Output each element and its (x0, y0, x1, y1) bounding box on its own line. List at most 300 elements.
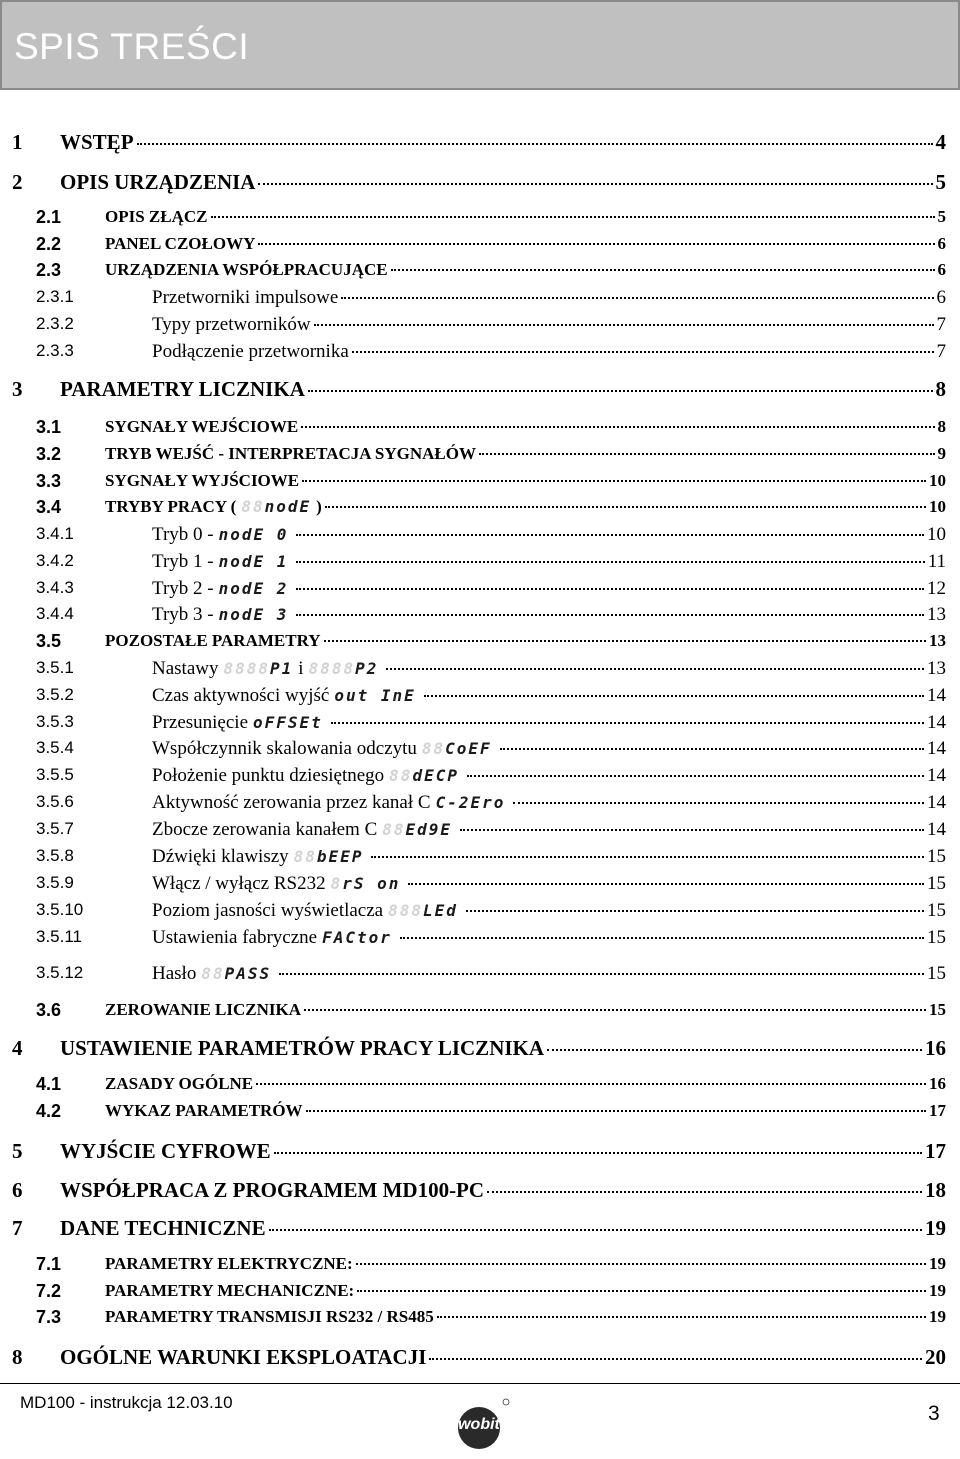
toc-entry-title-text: OPIS URZĄDZENIA (60, 170, 256, 194)
lcd-display-label (221, 661, 295, 677)
toc-entry-title-text: Tryb 2 - (152, 578, 214, 599)
toc-entry-number: 7.3 (36, 1307, 62, 1327)
toc-entry-title-text: PARAMETRY MECHANICZNE: (105, 1281, 355, 1300)
toc-dot-leader (296, 534, 924, 536)
toc-entry-title (152, 604, 293, 626)
lcd-display-label-value: dECP (412, 766, 459, 785)
toc-dot-leader (301, 426, 934, 428)
toc-entry-number: 2.3 (36, 260, 62, 280)
toc-entry-title-text: URZĄDZENIA WSPÓŁPRACUJĄCE (105, 260, 388, 279)
toc-dot-leader (341, 297, 933, 299)
toc-dot-leader (352, 351, 934, 353)
toc-entry-title-text: Hasło (152, 963, 197, 984)
lcd-display-label (387, 768, 461, 784)
toc-entry-page: 14 (927, 765, 946, 786)
toc-entry[interactable] (0, 471, 946, 491)
toc-entry-page: 10 (929, 471, 946, 490)
toc-dot-leader (460, 829, 924, 831)
toc-entry-title (152, 658, 383, 680)
lcd-display-label-value: P1 (270, 659, 294, 678)
toc-entry[interactable] (0, 417, 946, 437)
lcd-display-label-secondary (307, 661, 381, 677)
toc-entry-title (105, 497, 322, 517)
toc-entry-page: 18 (925, 1178, 946, 1202)
toc-entry-title-text: USTAWIENIE PARAMETRÓW PRACY LICZNIKA (60, 1036, 545, 1060)
toc-entry-number: 3.5 (36, 631, 62, 651)
toc-entry-title (152, 341, 349, 363)
toc-entry-number: 3.5.2 (36, 685, 74, 704)
toc-dot-leader (314, 324, 934, 326)
toc-entry-title (105, 1254, 353, 1274)
toc-entry[interactable] (0, 524, 946, 546)
lcd-display-label-value: CoEF (445, 739, 492, 758)
lcd-display-label-value: FACtor (322, 928, 392, 947)
lcd-display-label (239, 499, 313, 515)
toc-entry-number: 3.5.3 (36, 712, 74, 731)
toc-entry-number: 2.3.2 (36, 314, 74, 333)
toc-entry[interactable] (0, 377, 946, 402)
toc-entry[interactable] (0, 130, 946, 155)
toc-entry-title (152, 765, 464, 787)
toc-entry[interactable] (0, 927, 946, 949)
toc-entry-number: 7 (12, 1216, 23, 1240)
toc-dot-leader (487, 1191, 922, 1193)
lcd-display-label-ghost-digits: 88 (201, 964, 225, 983)
toc-entry[interactable] (0, 1074, 946, 1094)
toc-entry-title (105, 1000, 301, 1020)
toc-dot-leader (296, 588, 924, 590)
toc-entry-title (152, 963, 276, 985)
toc-dot-leader (513, 802, 924, 804)
toc-entry-page: 20 (925, 1345, 946, 1369)
lcd-display-label-ghost-digits: 88 (421, 739, 446, 758)
toc-dot-leader (500, 748, 924, 750)
toc-entry-title (60, 1216, 266, 1241)
toc-entry-title-text: SYGNAŁY WEJŚCIOWE (105, 417, 299, 436)
toc-entry-title-text: Tryb 3 - (152, 604, 214, 625)
toc-entry-page: 10 (929, 497, 946, 516)
toc-entry-page: 8 (935, 377, 946, 401)
toc-entry-number: 3.5.5 (36, 765, 74, 784)
toc-entry-title-text: SYGNAŁY WYJŚCIOWE (105, 471, 300, 490)
toc-entry[interactable] (0, 765, 946, 787)
toc-entry-number: 3.5.1 (36, 658, 74, 677)
toc-entry-page: 17 (925, 1139, 946, 1163)
toc-entry-number: 3.5.7 (36, 819, 74, 838)
lcd-display-label (329, 876, 403, 892)
toc-entry[interactable] (0, 658, 946, 680)
lcd-display-label-ghost-digits: 88 (293, 847, 317, 866)
lcd-display-label-ghost-digits: 88 (241, 497, 265, 516)
toc-entry-title (60, 1178, 484, 1203)
lcd-display-label (217, 581, 291, 597)
toc-entry-title (105, 631, 321, 651)
toc-entry[interactable] (0, 1036, 946, 1061)
lcd-display-label-value: Ed9E (405, 820, 453, 839)
toc-entry[interactable] (0, 873, 946, 895)
toc-entry-page: 14 (927, 712, 946, 733)
toc-entry-title-text: Czas aktywności wyjść (152, 685, 330, 706)
lcd-display-label-value: out InE (334, 686, 416, 705)
toc-dot-leader (302, 480, 926, 482)
lcd-display-label (251, 715, 325, 731)
footer-document-label: MD100 - instrukcja 12.03.10 (20, 1393, 233, 1412)
toc-entry-page: 6 (937, 260, 946, 279)
toc-entry-page: 13 (929, 631, 946, 650)
toc-dot-leader (357, 1290, 926, 1292)
toc-dot-leader (325, 506, 926, 508)
toc-entry-title (105, 1307, 434, 1327)
lcd-display-label-ghost-digits: 88 (382, 820, 406, 839)
toc-entry-title (105, 1101, 303, 1121)
toc-dot-leader (269, 1229, 922, 1231)
toc-entry-title (152, 819, 457, 841)
toc-entry-title (152, 900, 463, 922)
toc-entry-number: 7.2 (36, 1281, 62, 1301)
toc-entry-title (105, 1281, 354, 1301)
toc-entry-page: 10 (927, 524, 946, 545)
toc-entry-number: 4.1 (36, 1074, 62, 1094)
page-title: SPIS TREŚCI (14, 26, 250, 67)
toc-entry-page: 14 (927, 685, 946, 706)
toc-entry-number: 6 (12, 1178, 23, 1202)
toc-entry-title-text: Przetworniki impulsowe (152, 287, 339, 308)
lcd-display-label (217, 527, 291, 543)
toc-dot-leader (296, 561, 924, 563)
toc-entry-number: 4 (12, 1036, 23, 1060)
lcd-display-label-secondary-ghost-digits: 8888 (308, 659, 356, 678)
toc-dot-leader (547, 1049, 922, 1051)
toc-entry-title-text: WSPÓŁPRACA Z PROGRAMEM MD100-PC (60, 1178, 485, 1202)
toc-entry-number: 4.2 (36, 1101, 62, 1121)
toc-entry-page: 19 (925, 1216, 946, 1240)
toc-entry-number: 3.4.1 (36, 524, 74, 543)
toc-entry[interactable] (0, 1345, 946, 1370)
toc-entry-title (152, 314, 311, 336)
toc-entry-number: 3 (12, 377, 23, 401)
lcd-display-label-value: nodE 2 (218, 579, 289, 598)
footer-page-number: 3 (928, 1402, 940, 1425)
lcd-display-label-ghost-digits: 888 (388, 901, 424, 920)
toc-dot-leader (479, 453, 935, 455)
toc-entry-title-text: Współczynnik skalowania odczytu (152, 738, 417, 759)
toc-entry[interactable] (0, 792, 946, 814)
toc-entry-title (152, 846, 368, 868)
toc-dot-leader (258, 243, 934, 245)
footer-divider (0, 1383, 960, 1384)
toc-entry-page: 12 (927, 578, 946, 599)
toc-entry-title-conjunction: i (298, 658, 304, 679)
toc-entry-page: 6 (937, 234, 946, 253)
toc-entry-page: 19 (929, 1281, 946, 1300)
toc-dot-leader (391, 269, 935, 271)
toc-entry-number: 8 (12, 1345, 23, 1369)
lcd-display-label (380, 822, 454, 838)
toc-dot-leader (274, 1152, 922, 1154)
logo-text: wobit (458, 1416, 500, 1433)
toc-entry[interactable] (0, 551, 946, 573)
toc-dot-leader (137, 143, 933, 145)
toc-entry-title-text: WYJŚCIE CYFROWE (60, 1139, 271, 1163)
toc-entry[interactable] (0, 1101, 946, 1121)
lcd-display-label-value: PASS (224, 964, 272, 983)
toc-dot-leader (437, 1316, 926, 1318)
toc-dot-leader (308, 390, 933, 392)
toc-entry-page: 14 (927, 792, 946, 813)
toc-entry-title-text: Aktywność zerowania przez kanał C (152, 792, 431, 813)
toc-dot-leader (306, 1110, 926, 1112)
toc-entry-page: 14 (927, 738, 946, 759)
toc-entry-number: 3.5.11 (36, 927, 83, 946)
toc-dot-leader (467, 775, 924, 777)
toc-entry-page: 16 (925, 1036, 946, 1060)
toc-entry[interactable] (0, 497, 946, 517)
toc-dot-leader (296, 614, 924, 616)
toc-entry[interactable] (0, 846, 946, 868)
toc-entry-title-text: PANEL CZOŁOWY (105, 234, 256, 253)
toc-dot-leader (400, 937, 924, 939)
toc-entry-page: 5 (935, 170, 946, 194)
lcd-display-label-secondary-value: P2 (355, 659, 379, 678)
toc-entry-title-text: WYKAZ PARAMETRÓW (105, 1101, 303, 1120)
toc-entry-title (152, 738, 497, 760)
toc-entry-title (105, 471, 299, 491)
toc-dot-leader (408, 883, 924, 885)
toc-entry-number: 3.5.6 (36, 792, 74, 811)
toc-entry-title (60, 1345, 426, 1370)
toc-entry[interactable] (0, 738, 946, 760)
toc-entry-page: 17 (929, 1101, 946, 1120)
toc-entry-page: 16 (929, 1074, 946, 1093)
toc-entry-page: 8 (937, 417, 946, 436)
toc-entry[interactable] (0, 712, 946, 734)
toc-entry-title-text: Dźwięki klawiszy (152, 846, 289, 867)
toc-entry-title (152, 712, 328, 734)
toc-entry[interactable] (0, 1178, 946, 1203)
lcd-display-label-value: C-2Ero (435, 793, 506, 812)
toc-entry-title-text: PARAMETRY TRANSMISJI RS232 / RS485 (105, 1307, 434, 1326)
toc-entry-number: 3.4.4 (36, 604, 74, 623)
toc-entry[interactable] (0, 1307, 946, 1327)
toc-entry[interactable] (0, 1000, 946, 1020)
toc-entry-title (152, 578, 293, 600)
toc-dot-leader (324, 640, 926, 642)
toc-dot-leader (371, 856, 924, 858)
toc-entry-page: 15 (927, 963, 946, 984)
toc-entry-title-text: Tryb 1 - (152, 551, 214, 572)
toc-entry-page: 5 (937, 207, 946, 226)
toc-entry[interactable] (0, 1139, 946, 1164)
toc-entry-title (152, 792, 510, 814)
toc-entry-page: 19 (929, 1307, 946, 1326)
toc-entry-title (60, 130, 134, 155)
toc-entry[interactable] (0, 341, 946, 363)
toc-entry-title (152, 524, 293, 546)
toc-entry-title-text: Włącz / wyłącz RS232 (152, 873, 326, 894)
toc-entry-number: 3.4.2 (36, 551, 74, 570)
toc-entry-page: 15 (927, 873, 946, 894)
lcd-display-label (320, 930, 394, 946)
toc-entry-page: 15 (927, 846, 946, 867)
toc-entry-title-text: OGÓLNE WARUNKI EKSPLOATACJI (60, 1345, 427, 1369)
toc-entry-title-text: OPIS ZŁĄCZ (105, 207, 208, 226)
toc-dot-leader (304, 1009, 926, 1011)
toc-entry-number: 3.1 (36, 417, 62, 437)
toc-entry[interactable] (0, 444, 946, 464)
toc-entry-number: 2.1 (36, 207, 62, 227)
toc-entry[interactable] (0, 314, 946, 336)
toc-entry-title (60, 1139, 271, 1164)
lcd-display-label (386, 903, 460, 919)
toc-entry[interactable] (0, 900, 946, 922)
toc-entry-number: 3.2 (36, 444, 62, 464)
toc-entry-page: 4 (935, 130, 946, 154)
toc-entry-number: 3.5.8 (36, 846, 74, 865)
toc-entry-page: 19 (929, 1254, 946, 1273)
toc-dot-leader (258, 183, 932, 185)
toc-entry-number: 2 (12, 170, 23, 194)
toc-entry-page: 11 (927, 551, 946, 572)
toc-entry-number: 3.5.4 (36, 738, 74, 757)
toc-dot-leader (356, 1263, 926, 1265)
lcd-display-label-ghost-digits: 88 (389, 766, 413, 785)
lcd-display-label-value: nodE 0 (218, 525, 289, 544)
toc-entry-number: 3.5.10 (36, 900, 84, 919)
toc-entry-title-suffix: ) (316, 497, 322, 516)
toc-entry[interactable] (0, 631, 946, 651)
toc-entry-title-text: Przesunięcie (152, 712, 249, 733)
toc-entry-page: 14 (927, 819, 946, 840)
lcd-display-label-ghost-digits: 8 (330, 874, 343, 893)
toc-entry-title (152, 927, 397, 949)
lcd-display-label-value: LEd (423, 901, 458, 920)
lcd-display-label (217, 607, 291, 623)
lcd-display-label-value: nodE 1 (218, 552, 289, 571)
lcd-display-label (199, 966, 273, 982)
toc-entry-number: 3.6 (36, 1000, 62, 1020)
toc-entry-page: 15 (927, 927, 946, 948)
toc-entry-title (105, 207, 208, 227)
toc-entry-title-text: TRYBY PRACY ( (105, 497, 237, 516)
toc-entry[interactable] (0, 963, 946, 985)
lcd-display-label (292, 849, 366, 865)
toc-entry[interactable] (0, 1254, 946, 1274)
toc-entry-title-text: WSTĘP (60, 130, 134, 154)
toc-entry-title-text: TRYB WEJŚĆ - INTERPRETACJA SYGNAŁÓW (105, 444, 476, 463)
toc-entry-page: 9 (937, 444, 946, 463)
toc-entry[interactable] (0, 170, 946, 195)
lcd-display-label-ghost-digits: 8888 (223, 659, 271, 678)
toc-entry-number: 3.5.12 (36, 963, 84, 982)
toc-entry[interactable] (0, 578, 946, 600)
toc-entry-number: 1 (12, 130, 23, 154)
toc-entry-number: 3.5.9 (36, 873, 74, 892)
toc-entry-number: 2.3.3 (36, 341, 74, 360)
lcd-display-label-value: oFFSEt (253, 713, 323, 732)
toc-entry-title-text: Podłączenie przetwornika (152, 341, 349, 362)
lcd-display-label-value: nodE (264, 497, 312, 516)
toc-entry-title-text: PARAMETRY LICZNIKA (60, 377, 305, 401)
toc-dot-leader (466, 910, 924, 912)
lcd-display-label-value: rS on (342, 874, 401, 893)
toc-entry[interactable] (0, 1216, 946, 1241)
toc-entry-title-text: Zbocze zerowania kanałem C (152, 819, 378, 840)
toc-entry-title-text: Położenie punktu dziesiętnego (152, 765, 385, 786)
toc-entry-title (152, 685, 421, 707)
toc-entry-number: 2.2 (36, 234, 62, 254)
toc-entry[interactable] (0, 260, 946, 280)
toc-entry-title (60, 170, 255, 195)
toc-entry-page: 13 (927, 658, 946, 679)
toc-entry-title-text: POZOSTAŁE PARAMETRY (105, 631, 321, 650)
toc-dot-leader (256, 1083, 926, 1085)
toc-entry[interactable] (0, 234, 946, 254)
toc-dot-leader (279, 973, 924, 975)
toc-entry[interactable] (0, 604, 946, 626)
toc-dot-leader (211, 216, 935, 218)
toc-entry[interactable] (0, 287, 946, 309)
lcd-display-label (217, 554, 291, 570)
toc-entry-title-text: PARAMETRY ELEKTRYCZNE: (105, 1254, 353, 1273)
lcd-display-label (332, 688, 417, 704)
toc-entry-title (60, 377, 305, 402)
toc-dot-leader (331, 722, 924, 724)
toc-entry-page: 6 (936, 287, 946, 308)
toc-entry-number: 3.4 (36, 497, 62, 517)
toc-entry-title (105, 417, 298, 437)
toc-entry-title (152, 551, 293, 573)
toc-dot-leader (424, 695, 924, 697)
toc-entry-title (152, 287, 338, 309)
lcd-display-label (434, 795, 508, 811)
toc-entry-number: 3.3 (36, 471, 62, 491)
toc-entry-number: 3.4.3 (36, 578, 74, 597)
lcd-display-label (420, 741, 494, 757)
toc-entry-title-text: Typy przetworników (152, 314, 311, 335)
wobit-logo-icon (452, 1398, 510, 1450)
toc-entry-title-text: ZASADY OGÓLNE (105, 1074, 254, 1093)
toc-entry-number: 2.3.1 (36, 287, 74, 306)
toc-entry-title (105, 234, 255, 254)
toc-dot-leader (429, 1358, 922, 1360)
toc-entry-title-text: Poziom jasności wyświetlacza (152, 900, 384, 921)
toc-entry[interactable] (0, 685, 946, 707)
toc-entry-title-text: Ustawienia fabryczne (152, 927, 318, 948)
toc-entry[interactable] (0, 207, 946, 227)
toc-entry-page: 15 (929, 1000, 946, 1019)
toc-entry-title-text: Tryb 0 - (152, 524, 214, 545)
toc-entry-title (105, 444, 476, 464)
toc-entry[interactable] (0, 1281, 946, 1301)
toc-entry-page: 13 (927, 604, 946, 625)
toc-entry[interactable] (0, 819, 946, 841)
lcd-display-label-value: bEEP (316, 847, 364, 866)
toc-entry-title (105, 260, 388, 280)
toc-entry-title-text: DANE TECHNICZNE (60, 1216, 266, 1240)
toc-dot-leader (386, 668, 924, 670)
lcd-display-label-value: nodE 3 (218, 605, 289, 624)
toc-entry-page: 7 (936, 341, 946, 362)
toc-entry-title-text: ZEROWANIE LICZNIKA (105, 1000, 302, 1019)
toc-entry-title (152, 873, 405, 895)
toc-entry-title-text: Nastawy (152, 658, 219, 679)
toc-entry-page: 15 (927, 900, 946, 921)
toc-entry-page: 7 (936, 314, 946, 335)
toc-entry-number: 7.1 (36, 1254, 62, 1274)
toc-entry-title (60, 1036, 544, 1061)
toc-entry-number: 5 (12, 1139, 23, 1163)
toc-entry-title (105, 1074, 253, 1094)
